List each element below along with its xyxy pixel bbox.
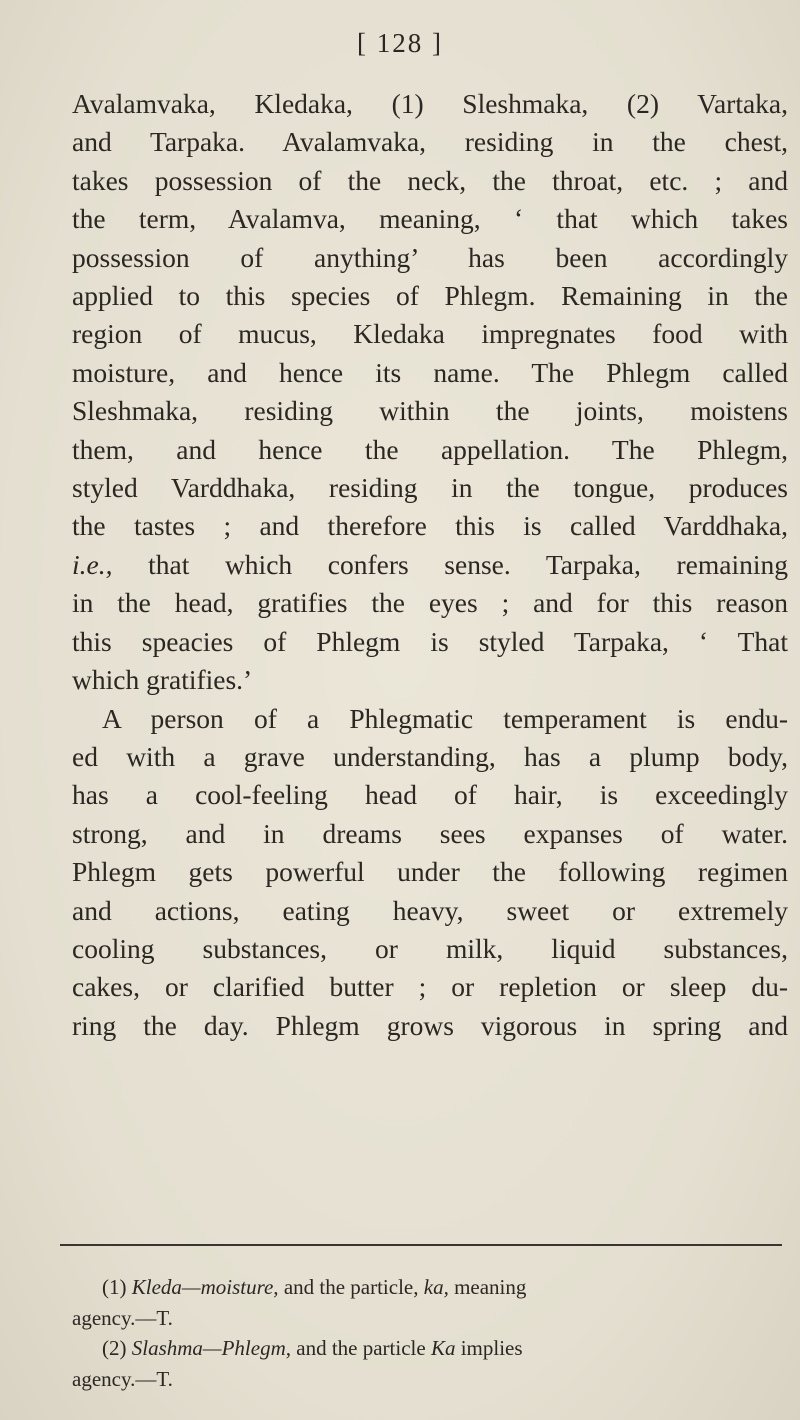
text-line: ed with a grave understanding, has a plump body,	[72, 740, 788, 772]
footnote-term: Kleda—moisture,	[131, 1275, 279, 1299]
text-line: region of mucus, Kledaka impregnates food with	[72, 318, 788, 350]
text-line: possession of anything’ has been accordingly	[72, 241, 788, 273]
text-line: the term, Avalamva, meaning, ‘ that which takes	[72, 203, 788, 235]
footnote-term: Slashma—Phlegm,	[131, 1336, 291, 1360]
text-line-last: which gratifies.’	[72, 664, 253, 696]
text-line: strong, and in dreams sees expanses of water.	[72, 817, 788, 849]
text-line: and actions, eating heavy, sweet or extremely	[72, 894, 788, 926]
text-line: cooling substances, or milk, liquid substances,	[72, 932, 788, 964]
text-line: Avalamvaka, Kledaka, (1) Sleshmaka, (2) Vartaka,	[72, 88, 788, 119]
footnote-marker: (1)	[102, 1275, 127, 1299]
footnote-1-cont: agency.—T.	[72, 1305, 173, 1330]
text-line: them, and hence the appellation. The Phlegm,	[72, 433, 788, 465]
footnote-text: implies	[460, 1336, 523, 1360]
text-line: Phlegm gets powerful under the following regimen	[72, 856, 788, 888]
footnote-particle: Ka	[430, 1336, 456, 1360]
text-line: applied to this species of Phlegm. Remaining in the	[72, 280, 788, 312]
text-line: takes possession of the neck, the throat, etc. ; and	[72, 164, 788, 196]
text-line: this speacies of Phlegm is styled Tarpaka, ‘ That	[72, 625, 788, 657]
abbreviation-ie: i.e.,	[72, 548, 113, 580]
text-line: and Tarpaka. Avalamvaka, residing in the chest,	[72, 126, 788, 158]
text-line: cakes, or clarified butter ; or repletion or sleep du-	[72, 971, 788, 1003]
footnote-2	[72, 1333, 782, 1364]
text-line: A person of a Phlegmatic temperament is endu-	[102, 702, 788, 734]
text-line: ring the day. Phlegm grows vigorous in spring and	[72, 1009, 788, 1041]
footnote-divider	[60, 1244, 782, 1246]
text-line: styled Varddhaka, residing in the tongue, produces	[72, 472, 788, 504]
text-line: Sleshmaka, residing within the joints, moistens	[72, 395, 788, 427]
text-line-italic-start: i.e., that which confers sense. Tarpaka, remaining	[72, 548, 788, 580]
footnote-2-cont: agency.—T.	[72, 1366, 173, 1391]
text-line: the tastes ; and therefore this is called Varddhaka,	[72, 510, 788, 542]
page-number: [ 128 ]	[357, 28, 443, 58]
footnote-1	[72, 1272, 782, 1303]
footnote-text: and the particle	[296, 1336, 426, 1360]
main-text	[72, 85, 788, 1045]
text-line: in the head, gratifies the eyes ; and for this reason	[72, 587, 788, 619]
footnote-text: meaning	[454, 1275, 527, 1299]
footnote-text: and the particle,	[283, 1275, 419, 1299]
footnote-marker: (2)	[102, 1336, 127, 1360]
text-line: has a cool-feeling head of hair, is exceedingly	[72, 779, 788, 811]
text-line: moisture, and hence its name. The Phlegm called	[72, 356, 788, 388]
footnote-particle: ka,	[423, 1275, 449, 1299]
footnotes	[72, 1272, 782, 1394]
